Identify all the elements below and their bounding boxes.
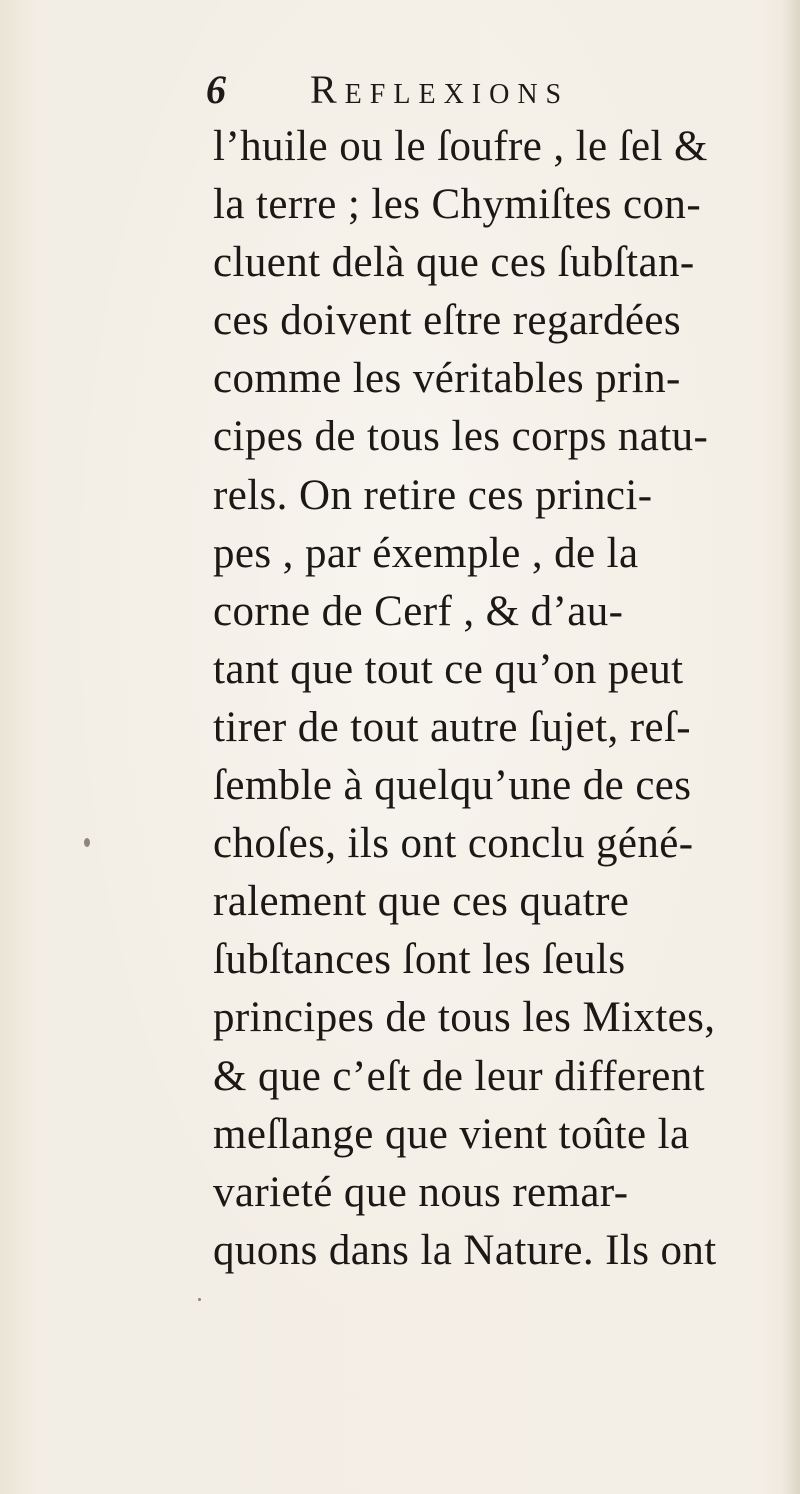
text-line: principes de tous les Mixtes,	[213, 994, 716, 1042]
text-line: pes , par éxemple , de la	[213, 529, 639, 577]
text-line: meſlange que vient toûte la	[213, 1110, 690, 1158]
text-line: ralement que ces quatre	[213, 878, 630, 926]
text-line: comme les véritables prin-	[213, 355, 681, 403]
text-line: quons dans la Nature. Ils ont	[213, 1226, 717, 1274]
page-number: 6	[206, 67, 226, 112]
text-line: cluent delà que ces ſubſtan-	[213, 239, 695, 287]
text-line: varieté que nous remar-	[213, 1168, 629, 1216]
text-line: ſubſtances ſont les ſeuls	[213, 936, 626, 984]
text-line: choſes, ils ont conclu géné-	[213, 820, 694, 868]
text-line: tirer de tout autre ſujet, reſ-	[213, 703, 692, 751]
text-line: tant que tout ce qu’on peut	[213, 645, 684, 693]
text-line: cipes de tous les corps natu-	[213, 413, 709, 461]
text-line: la terre ; les Chymiſtes con-	[213, 181, 702, 229]
text-line: ces doivent eſtre regardées	[213, 297, 682, 345]
page-edge-shadow	[782, 0, 800, 1494]
text-line: corne de Cerf , & d’au-	[213, 587, 624, 635]
running-head: Reflexions	[310, 67, 570, 112]
text-line: rels. On retire ces princi-	[213, 471, 653, 519]
body-text	[213, 118, 773, 1280]
text-line: ſemble à quelqu’une de ces	[213, 762, 692, 810]
text-line: l’huile ou le ſoufre , le ſel &	[213, 123, 708, 170]
paper-speck	[198, 1298, 201, 1301]
text-line: & que c’eſt de leur different	[213, 1052, 705, 1100]
paper-speck	[84, 838, 90, 847]
page-header	[206, 64, 676, 116]
